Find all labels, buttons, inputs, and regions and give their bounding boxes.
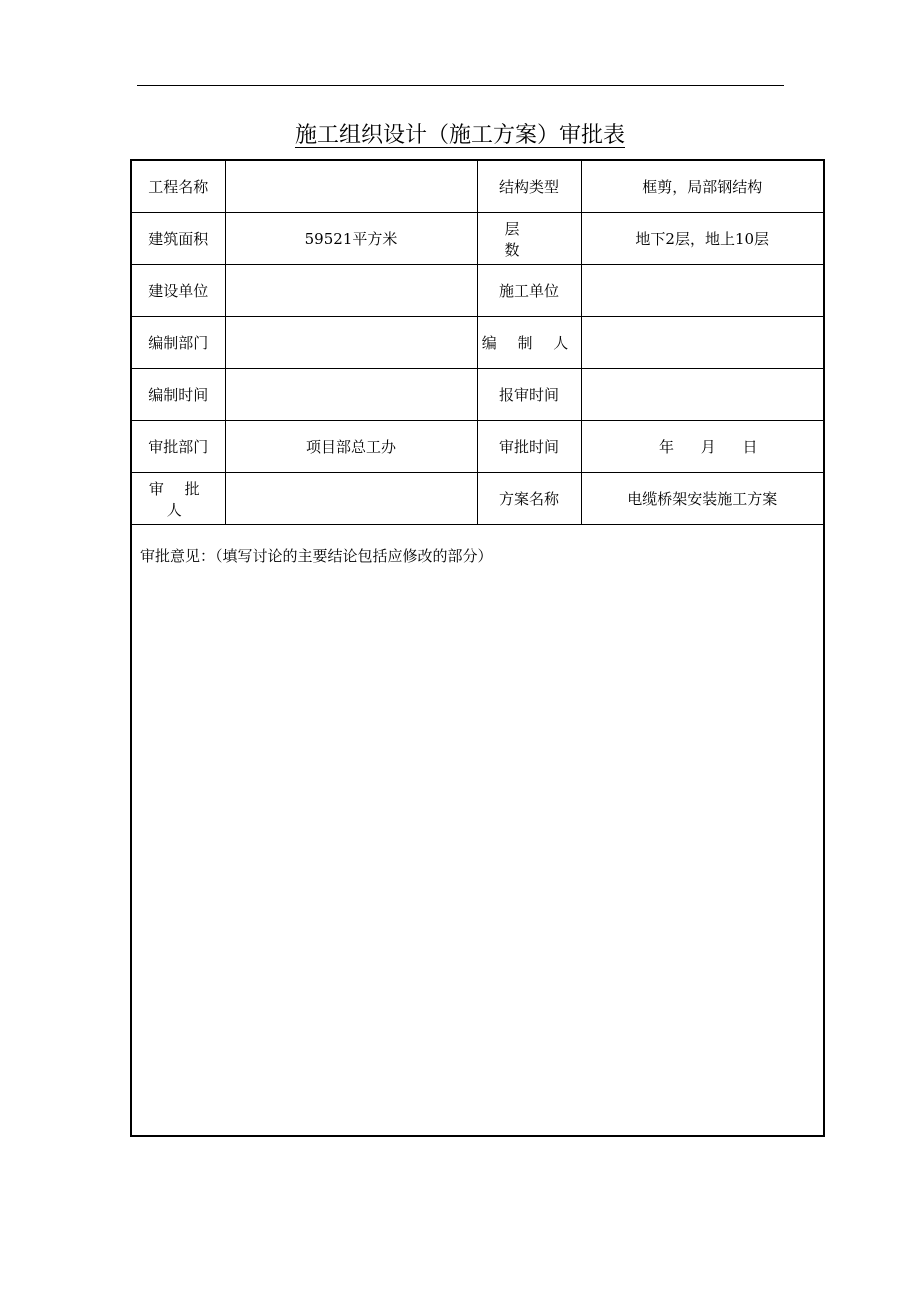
- label-building-area: 建筑面积: [131, 213, 225, 265]
- value-compile-time[interactable]: [225, 369, 477, 421]
- table-row-client: [131, 265, 824, 317]
- label-compile-time: 编制时间: [131, 369, 225, 421]
- label-approver: 审 批 人: [131, 473, 225, 525]
- value-compiling-dept[interactable]: [225, 317, 477, 369]
- value-contractor[interactable]: [581, 265, 824, 317]
- value-client[interactable]: [225, 265, 477, 317]
- value-floors[interactable]: 地下2层，地上10层: [581, 213, 824, 265]
- page-title: [0, 118, 920, 154]
- value-building-area[interactable]: 59521平方米: [225, 213, 477, 265]
- value-approver[interactable]: [225, 473, 477, 525]
- label-compiler: 编 制 人: [477, 317, 581, 369]
- header-rule: [137, 85, 784, 86]
- value-approval-time[interactable]: [581, 421, 824, 473]
- table-row-building-area: [131, 213, 824, 265]
- table-row-approver: [131, 473, 824, 525]
- value-submit-time[interactable]: [581, 369, 824, 421]
- label-approval-dept: 审批部门: [131, 421, 225, 473]
- label-client: 建设单位: [131, 265, 225, 317]
- table-row-project-name: [131, 160, 824, 213]
- value-compiler[interactable]: [581, 317, 824, 369]
- page-title-text: 施工组织设计（施工方案）审批表: [294, 123, 625, 148]
- value-plan-name[interactable]: 电缆桥架安装施工方案: [581, 473, 824, 525]
- value-approval-dept[interactable]: 项目部总工办: [225, 421, 477, 473]
- value-project-name[interactable]: [225, 160, 477, 213]
- table-row-opinion: [131, 525, 824, 1137]
- approval-date-placeholder: 年 月 日: [658, 438, 758, 456]
- value-structure-type[interactable]: 框剪，局部钢结构: [581, 160, 824, 213]
- label-project-name: 工程名称: [131, 160, 225, 213]
- opinion-label: 审批意见：: [140, 547, 216, 565]
- label-compiling-dept: 编制部门: [131, 317, 225, 369]
- approval-form-table: [130, 159, 825, 1137]
- table-row-approval-dept: [131, 421, 824, 473]
- table-row-compiling-dept: [131, 317, 824, 369]
- label-structure-type: 结构类型: [477, 160, 581, 213]
- label-plan-name: 方案名称: [477, 473, 581, 525]
- opinion-hint: （填写讨论的主要结论包括应修改的部分）: [215, 547, 493, 565]
- label-floors: 层 数: [477, 213, 581, 265]
- table-row-compile-time: [131, 369, 824, 421]
- label-submit-time: 报审时间: [477, 369, 581, 421]
- opinion-cell[interactable]: [131, 525, 824, 1137]
- label-contractor: 施工单位: [477, 265, 581, 317]
- label-approval-time: 审批时间: [477, 421, 581, 473]
